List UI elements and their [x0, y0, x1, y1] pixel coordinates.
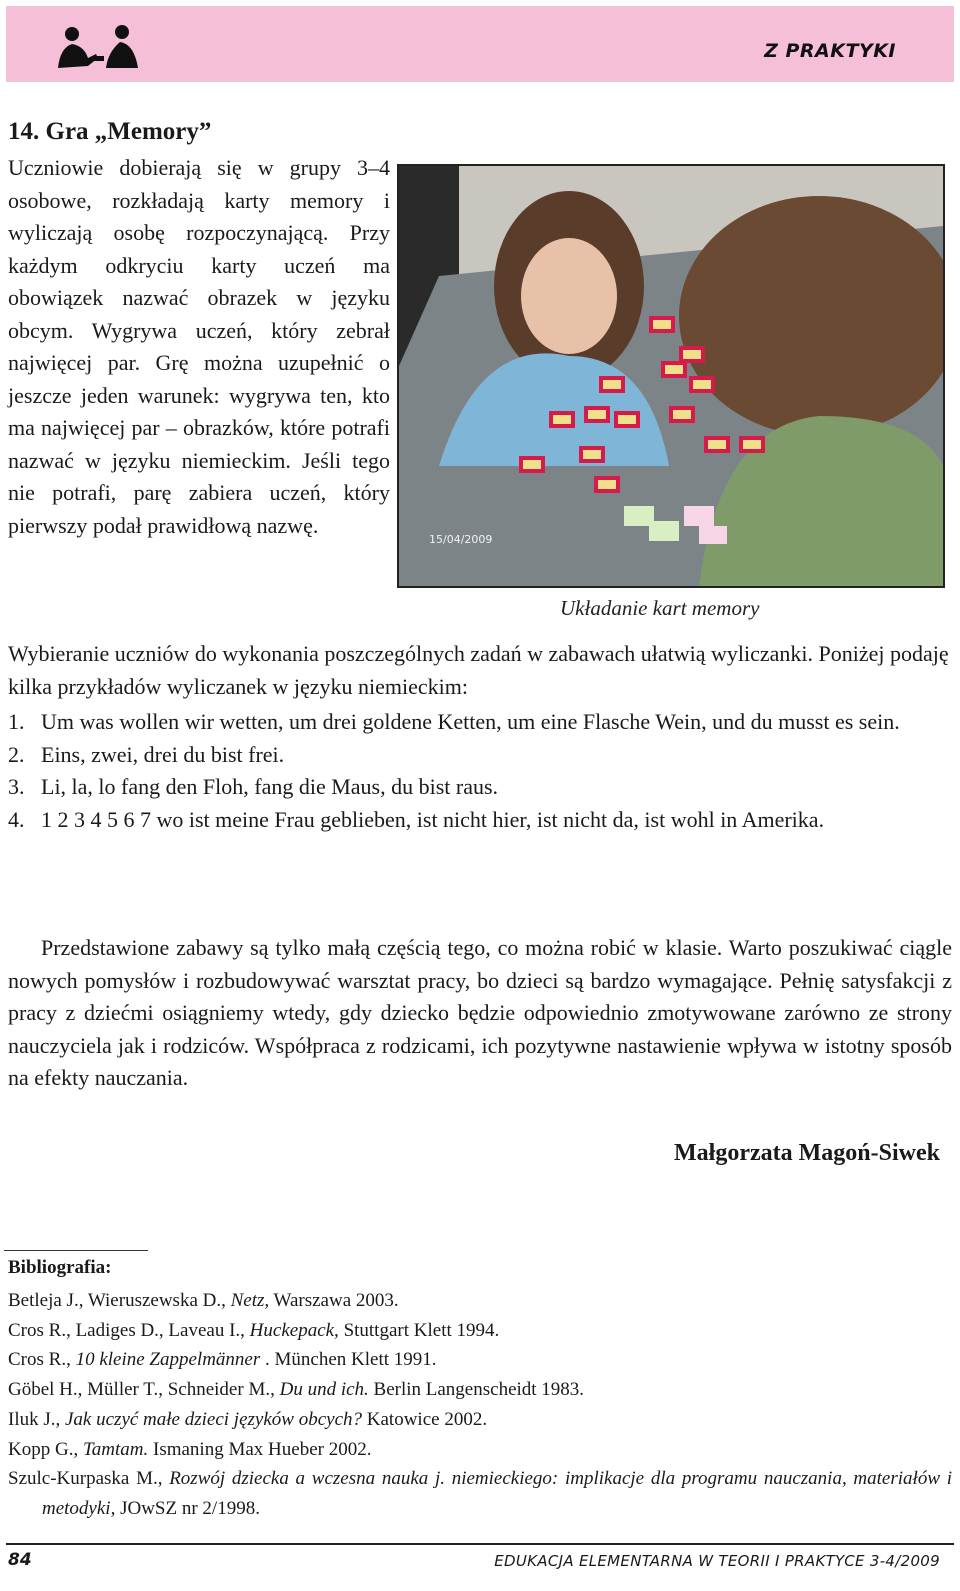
closing-paragraph: Przedstawione zabawy są tylko małą częścią tego, co można robić w klasie. Warto poszukiwać ciągle nowych pomysłów i rozbudowywać warsztat pracy, bo dzieci są bardzo wymagające. Pełnię satysfakcji z pracy z dziećmi osiągniemy wtedy, gdy dziecko będzie odpowiednio zmotywowane zarówno ze strony nauczyciela jak i rodziców. Współpraca z rodzicami, ich pozytywne nastawienie wpływa w istotny sposób na efekty nauczania. [8, 935, 952, 1090]
bibliography-entry: Cros R., 10 kleine Zappelmänner . München Klett 1991. [8, 1349, 437, 1371]
list-number: 3. [8, 774, 25, 799]
header-band [6, 6, 954, 82]
list-number: 2. [8, 741, 25, 767]
journal-title: EDUKACJA ELEMENTARNA W TEORII I PRAKTYCE 3-4/2009 [494, 1552, 940, 1570]
bibliography-entry: Szulc-Kurpaska M., Rozwój dziecka a wczesna nauka j. niemieckiego: implikacje dla programu nauczania, materiałów i metodyki, JOwSZ nr 2/1998. [8, 1468, 952, 1519]
list-item [8, 706, 952, 739]
bibliography-title: Bibliografia: [8, 1257, 112, 1278]
list-item [8, 739, 952, 772]
bibliography-entry: Göbel H., Müller T., Schneider M., Du und ich. Berlin Langenscheidt 1983. [8, 1379, 585, 1401]
list-text: Um was wollen wir wetten, um drei goldene Ketten, um eine Flasche Wein, und du musst es sein. [41, 709, 900, 734]
article-heading: 14. Gra „Memory” [8, 118, 212, 145]
list-number: 4. [8, 806, 25, 832]
memory-game-photo [397, 164, 945, 588]
counting-rhymes-intro: Wybieranie uczniów do wykonania poszczególnych zadań w zabawach ułatwią wyliczanki. Poniżej podaję kilka przykładów wyliczanek w języku niemieckim: [8, 641, 949, 699]
bibliography-entry: Betleja J., Wieruszewska D., Netz, Warszawa 2003. [8, 1290, 399, 1311]
list-number: 1. [8, 709, 25, 734]
bibliography-entry: Iluk J., Jak uczyć małe dzieci języków obcych? Katowice 2002. [8, 1408, 488, 1430]
bibliography-list [8, 1286, 952, 1524]
list-text: 1 2 3 4 5 6 7 wo ist meine Frau geblieben, ist nicht hier, ist nicht da, ist wohl in Amerika. [41, 806, 825, 832]
photo-caption: Układanie kart memory [560, 596, 760, 620]
children-silhouette-icon [50, 22, 146, 72]
footer-divider [6, 1543, 954, 1545]
list-item [8, 804, 952, 837]
bibliography-entry: Cros R., Ladiges D., Laveau I., Huckepack, Stuttgart Klett 1994. [8, 1319, 500, 1341]
author-name: Małgorzata Magoń-Siwek [674, 1140, 940, 1166]
list-item [8, 771, 952, 804]
list-text: Li, la, lo fang den Floh, fang die Maus, du bist raus. [41, 774, 499, 799]
page-number: 84 [8, 1550, 32, 1570]
section-label: Z PRAKTYKI [764, 40, 896, 62]
photo-date-stamp: 15/04/2009 [429, 533, 493, 546]
intro-paragraph: Uczniowie dobierają się w grupy 3–4 osobowe, rozkładają karty memory i wyliczają osobę rozpoczynającą. Przy każdym odkryciu karty uczeń ma obowiązek nazwać obrazek w języku obcym. Wygrywa uczeń, który zebrał najwięcej par. Grę można uzupełnić o jeszcze jeden warunek: wygrywa ten, kto ma najwięcej par – obrazków, które potrafi nazwać w języku niemieckim. Jeśli tego nie potrafi, parę zabiera uczeń, który pierwszy podał prawidłową nazwę. [8, 155, 390, 538]
rhymes-list [8, 706, 952, 836]
bibliography-divider [4, 1250, 148, 1251]
list-text: Eins, zwei, drei du bist frei. [41, 741, 285, 767]
bibliography-entry: Kopp G., Tamtam. Ismaning Max Hueber 2002. [8, 1438, 372, 1460]
